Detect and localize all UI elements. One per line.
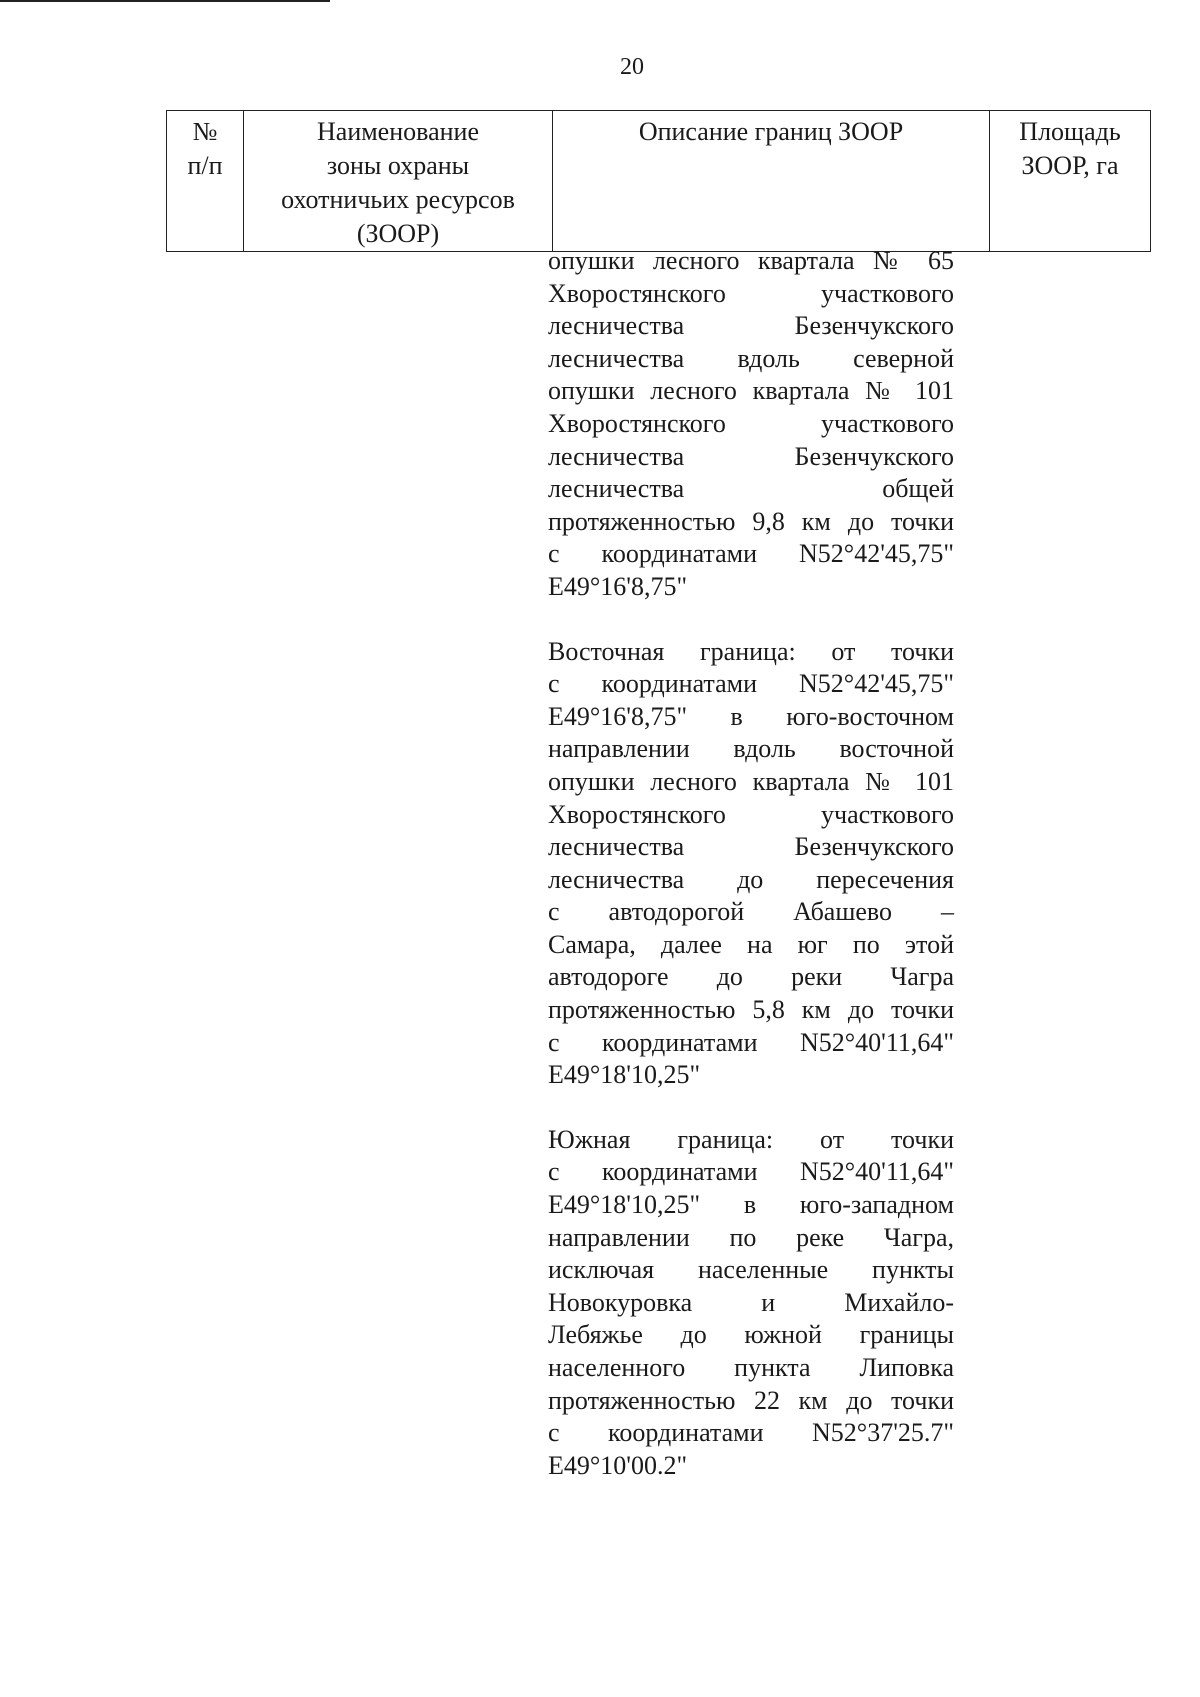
description-line: Самара, далее на юг по этой: [548, 929, 954, 959]
header-area-label: Площадь ЗООР, га: [1019, 117, 1121, 180]
description-line: E49°18'10,25" в юго-западном: [548, 1190, 954, 1220]
description-line: протяженностью 22 км до точки: [548, 1385, 954, 1415]
description-line: опушки лесного квартала № 65: [548, 246, 954, 275]
description-line: с координатами N52°40'11,64": [548, 1027, 954, 1057]
description-line: Хворостянского участкового: [548, 278, 954, 308]
description-line: направлении вдоль восточной: [548, 734, 954, 764]
description-line: лесничества Безенчукского: [548, 441, 954, 471]
description-line: опушки лесного квартала № 101: [548, 766, 954, 796]
description-line: E49°10'00.2": [548, 1450, 688, 1480]
description-line: населенного пункта Липовка: [548, 1353, 954, 1382]
header-cell-name: [244, 111, 553, 252]
header-description-label: Описание границ ЗООР: [638, 117, 904, 146]
description-line: E49°18'10,25": [548, 1060, 701, 1090]
table-header: [166, 110, 1151, 252]
description-paragraph: [548, 245, 954, 604]
header-number-label: № п/п: [187, 117, 223, 180]
page-number: 20: [620, 54, 644, 80]
header-name-label: Наименование зоны охраны охотничьих ресурсов (ЗООР): [281, 117, 515, 248]
boundary-description: [548, 245, 954, 1514]
description-line: E49°16'8,75": [548, 571, 688, 601]
header-cell-number: [167, 111, 244, 252]
description-line: лесничества Безенчукского: [548, 832, 954, 862]
description-line: лесничества Безенчукского: [548, 311, 954, 341]
header-cell-description: [553, 111, 990, 252]
description-line: исключая населенные пункты: [548, 1255, 954, 1285]
description-line: Южная граница: от точки: [548, 1124, 954, 1154]
description-line: лесничества общей: [548, 474, 954, 504]
description-line: с координатами N52°42'45,75": [548, 669, 954, 699]
description-line: с координатами N52°42'45,75": [548, 539, 954, 569]
description-paragraph: [548, 1124, 954, 1483]
top-rule: [0, 0, 330, 2]
description-line: протяженностью 5,8 км до точки: [548, 995, 954, 1025]
description-line: лесничества до пересечения: [548, 864, 954, 894]
description-line: Лебяжье до южной границы: [548, 1320, 954, 1350]
header-cell-area: [990, 111, 1151, 252]
description-line: Восточная граница: от точки: [548, 636, 954, 666]
description-paragraph: [548, 636, 954, 1092]
description-line: протяженностью 9,8 км до точки: [548, 506, 954, 536]
description-line: Новокуровка и Михайло-: [548, 1287, 954, 1317]
description-line: с координатами N52°37'25.7": [548, 1418, 954, 1448]
description-line: E49°16'8,75" в юго-восточном: [548, 701, 954, 731]
description-line: с автодорогой Абашево –: [548, 897, 954, 927]
description-line: лесничества вдоль северной: [548, 343, 954, 373]
description-line: опушки лесного квартала № 101: [548, 376, 954, 406]
description-line: Хворостянского участкового: [548, 799, 954, 829]
description-line: с координатами N52°40'11,64": [548, 1157, 954, 1187]
description-line: автодороге до реки Чагра: [548, 962, 954, 992]
description-line: Хворостянского участкового: [548, 408, 954, 438]
description-line: направлении по реке Чагра,: [548, 1222, 954, 1252]
